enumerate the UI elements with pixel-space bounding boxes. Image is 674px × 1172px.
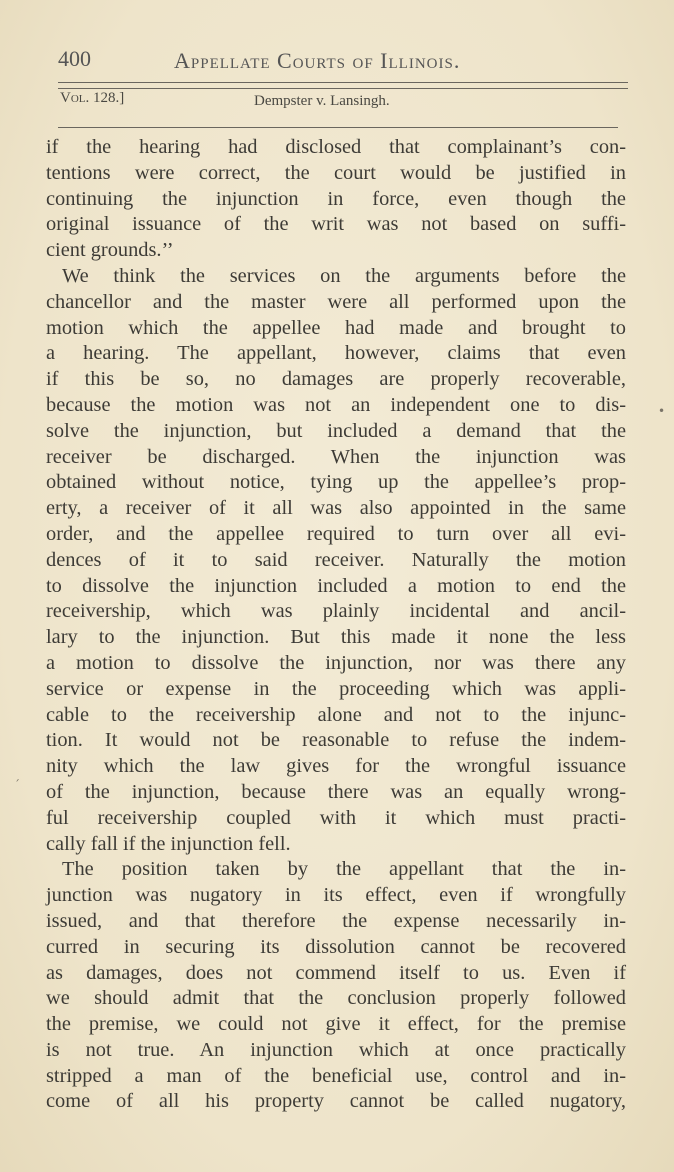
text-line: cable to the receivership alone and not to the injunc- [46, 703, 626, 726]
text-line: curred in securing its dissolution cannot be recovered [46, 935, 626, 958]
text-line: original issuance of the writ was not based on suffi- [46, 213, 626, 236]
text-line: lary to the injunction. But this made it none the less [46, 626, 626, 649]
text-line: obtained without notice, tying up the appellee’s prop- [46, 471, 626, 494]
text-line: ful receivership coupled with it which must practi- [46, 806, 626, 829]
text-line: service or expense in the proceeding which was appli- [46, 677, 626, 700]
text-line: a motion to dissolve the injunction, nor was there any [46, 651, 626, 674]
text-line: order, and the appellee required to turn over all evi- [46, 522, 626, 545]
text-line: is not true. An injunction which at once practically [46, 1038, 626, 1061]
text-line: nity which the law gives for the wrongful issuance [46, 755, 626, 778]
text-line: the premise, we could not give it effect, for the premise [46, 1013, 626, 1036]
margin-dot-mark: • [658, 404, 666, 418]
text-line: receiver be discharged. When the injunction was [46, 445, 626, 468]
text-line: to dissolve the injunction included a motion to end the [46, 574, 626, 597]
volume-label: Vol. 128.] [60, 90, 125, 106]
text-line: junction was nugatory in its effect, even if wrongfully [46, 884, 626, 907]
text-line: tentions were correct, the court would be justified in [46, 161, 626, 184]
text-line: We think the services on the arguments before the [62, 264, 626, 287]
header-rule-top [58, 82, 628, 83]
text-line: chancellor and the master were all performed upon the [46, 290, 626, 313]
case-subheading [58, 90, 618, 120]
text-line: dences of it to said receiver. Naturally the motion [46, 548, 626, 571]
text-line: we should admit that the conclusion properly followed [46, 987, 626, 1010]
text-line: solve the injunction, but included a demand that the [46, 419, 626, 442]
journal-title: Appellate Courts of Illinois. [174, 48, 461, 73]
header-rule-second [58, 88, 628, 89]
text-line: continuing the injunction in force, even though the [46, 187, 626, 210]
text-line: motion which the appellee had made and brought to [46, 316, 626, 339]
text-line: a hearing. The appellant, however, claims that even [46, 342, 626, 365]
subheading-rule [58, 127, 618, 128]
text-line: of the injunction, because there was an equally wrong- [46, 780, 626, 803]
body-text [46, 135, 626, 1115]
text-line: cally fall if the injunction fell. [46, 832, 291, 855]
text-line: receivership, which was plainly incidental and ancil- [46, 600, 626, 623]
text-line: as damages, does not commend itself to us. Even if [46, 961, 626, 984]
text-line: stripped a man of the beneficial use, control and in- [46, 1064, 626, 1087]
text-line: because the motion was not an independent one to dis- [46, 393, 626, 416]
margin-tick-mark: ˊ [14, 778, 20, 792]
text-line: come of all his property cannot be called nugatory, [46, 1090, 626, 1113]
case-title: Dempster v. Lansingh. [254, 93, 390, 109]
text-line: if the hearing had disclosed that complainant’s con- [46, 136, 626, 158]
text-line: The position taken by the appellant that the in- [62, 858, 626, 881]
page-number: 400 [58, 46, 91, 71]
text-line: erty, a receiver of it all was also appointed in the same [46, 497, 626, 520]
text-line: cient grounds.’’ [46, 239, 174, 262]
text-line: tion. It would not be reasonable to refuse the indem- [46, 729, 626, 752]
running-head [58, 44, 618, 78]
text-line: issued, and that therefore the expense necessarily in- [46, 909, 626, 932]
text-line: if this be so, no damages are properly recoverable, [46, 368, 626, 391]
